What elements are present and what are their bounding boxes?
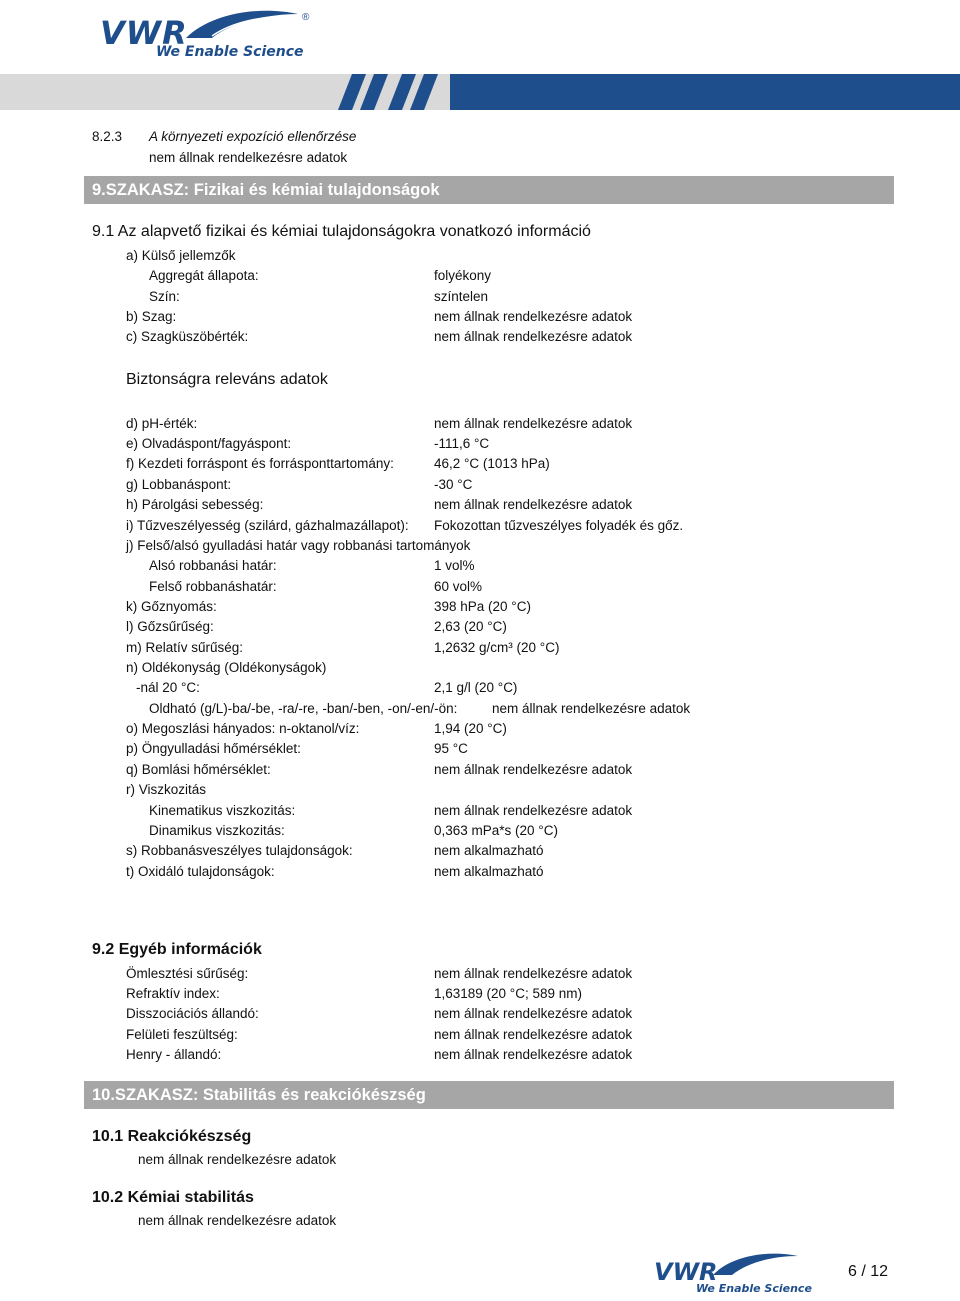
property-label: Kinematikus viszkozitás: xyxy=(149,803,296,818)
page-number: 6 / 12 xyxy=(848,1263,889,1280)
property-value: 0,363 mPa*s (20 °C) xyxy=(434,823,558,838)
property-value: 1,94 (20 °C) xyxy=(434,721,507,736)
subsection-10-1-value: nem állnak rendelkezésre adatok xyxy=(138,1152,337,1167)
property-label: Felső robbanáshatár: xyxy=(149,579,277,594)
property-value: nem állnak rendelkezésre adatok xyxy=(434,1027,633,1042)
property-value: 1 vol% xyxy=(434,558,475,573)
property-label: Disszociációs állandó: xyxy=(126,1006,259,1021)
property-value: 60 vol% xyxy=(434,579,483,594)
property-value: nem állnak rendelkezésre adatok xyxy=(434,1006,633,1021)
property-value: nem állnak rendelkezésre adatok xyxy=(434,497,633,512)
property-label: Ömlesztési sűrűség: xyxy=(126,966,249,981)
property-label: o) Megoszlási hányados: n-oktanol/víz: xyxy=(126,721,360,736)
leaf-swoosh-icon xyxy=(182,8,302,42)
subsection-10-2: 10.2 Kémiai stabilitás xyxy=(92,1189,254,1206)
subsection-9-1: 9.1 Az alapvető fizikai és kémiai tulajdonságokra vonatkozó információ xyxy=(92,223,591,240)
subsection-10-2-value: nem állnak rendelkezésre adatok xyxy=(138,1213,337,1228)
property-value: folyékony xyxy=(434,268,492,283)
registered-mark: ® xyxy=(302,12,310,23)
property-value: Fokozottan tűzveszélyes folyadék és gőz. xyxy=(434,518,684,533)
property-label: c) Szagküszöbérték: xyxy=(126,329,249,344)
property-label: k) Gőznyomás: xyxy=(126,599,217,614)
property-value: 398 hPa (20 °C) xyxy=(434,599,531,614)
property-label: Henry - állandó: xyxy=(126,1047,222,1062)
property-value: nem állnak rendelkezésre adatok xyxy=(434,966,633,981)
property-label: j) Felső/alsó gyulladási határ vagy robbanási tartományok xyxy=(126,538,471,553)
s823-value: nem állnak rendelkezésre adatok xyxy=(149,150,348,165)
property-value: nem alkalmazható xyxy=(434,864,544,879)
property-value: 2,1 g/l (20 °C) xyxy=(434,680,518,695)
subsection-9-2: 9.2 Egyéb információk xyxy=(92,941,262,958)
footer-logo-wordmark: VWR xyxy=(654,1258,718,1286)
property-value: nem állnak rendelkezésre adatok xyxy=(434,762,633,777)
property-value: nem állnak rendelkezésre adatok xyxy=(434,309,633,324)
property-label: e) Olvadáspont/fagyáspont: xyxy=(126,436,292,451)
property-label: d) pH-érték: xyxy=(126,416,198,431)
property-label: q) Bomlási hőmérséklet: xyxy=(126,762,271,777)
subsection-10-1: 10.1 Reakciókészség xyxy=(92,1128,252,1145)
footer-logo-tagline: We Enable Science xyxy=(696,1282,812,1295)
header-logo xyxy=(100,6,320,62)
property-value: nem állnak rendelkezésre adatok xyxy=(434,1047,633,1062)
footer-logo xyxy=(654,1252,814,1296)
property-label: b) Szag: xyxy=(126,309,177,324)
s823-number: 8.2.3 xyxy=(92,129,123,144)
property-label: Szín: xyxy=(149,289,180,304)
property-value: 46,2 °C (1013 hPa) xyxy=(434,456,550,471)
property-label: m) Relatív sűrűség: xyxy=(126,640,244,655)
logo-tagline: We Enable Science xyxy=(156,44,304,60)
external-features: a) Külső jellemzők xyxy=(126,248,236,263)
property-value: -30 °C xyxy=(434,477,473,492)
property-value: nem állnak rendelkezésre adatok xyxy=(434,803,633,818)
property-label: Dinamikus viszkozitás: xyxy=(149,823,285,838)
property-label: p) Öngyulladási hőmérséklet: xyxy=(126,741,301,756)
leaf-swoosh-icon xyxy=(710,1252,800,1278)
property-label: t) Oxidáló tulajdonságok: xyxy=(126,864,275,879)
property-value: 1,2632 g/cm³ (20 °C) xyxy=(434,640,560,655)
property-label: Alsó robbanási határ: xyxy=(149,558,277,573)
property-label: s) Robbanásveszélyes tulajdonságok: xyxy=(126,843,353,858)
section-9-header: 9.SZAKASZ: Fizikai és kémiai tulajdonságok xyxy=(84,176,894,204)
logo-wordmark: VWR xyxy=(100,14,188,52)
s823-title: A környezeti expozíció ellenőrzése xyxy=(149,129,357,144)
property-value: -111,6 °C xyxy=(434,436,490,451)
property-value: nem alkalmazható xyxy=(434,843,544,858)
property-value: nem állnak rendelkezésre adatok xyxy=(434,416,633,431)
property-label: Oldható (g/L)-ba/-be, -ra/-re, -ban/-ben, -on/-en/-ön: xyxy=(149,701,458,716)
safety-heading: Biztonságra releváns adatok xyxy=(126,371,328,388)
property-label: n) Oldékonyság (Oldékonyságok) xyxy=(126,660,327,675)
section-10-header: 10.SZAKASZ: Stabilitás és reakciókészség xyxy=(84,1081,894,1109)
property-label: Aggregát állapota: xyxy=(149,268,259,283)
property-value: 2,63 (20 °C) xyxy=(434,619,507,634)
property-value: nem állnak rendelkezésre adatok xyxy=(492,701,691,716)
property-label: Felületi feszültség: xyxy=(126,1027,238,1042)
property-label: h) Párolgási sebesség: xyxy=(126,497,264,512)
property-label: Refraktív index: xyxy=(126,986,220,1001)
property-label: f) Kezdeti forráspont és forrásponttartomány: xyxy=(126,456,394,471)
property-value: 1,63189 (20 °C; 589 nm) xyxy=(434,986,582,1001)
header-chevrons xyxy=(330,70,960,112)
property-label: -nál 20 °C: xyxy=(136,680,200,695)
property-value: 95 °C xyxy=(434,741,468,756)
property-label: l) Gőzsűrűség: xyxy=(126,619,214,634)
property-label: r) Viszkozitás xyxy=(126,782,207,797)
property-value: nem állnak rendelkezésre adatok xyxy=(434,329,633,344)
property-label: g) Lobbanáspont: xyxy=(126,477,232,492)
property-label: i) Tűzveszélyesség (szilárd, gázhalmazállapot): xyxy=(126,518,409,533)
property-value: színtelen xyxy=(434,289,489,304)
